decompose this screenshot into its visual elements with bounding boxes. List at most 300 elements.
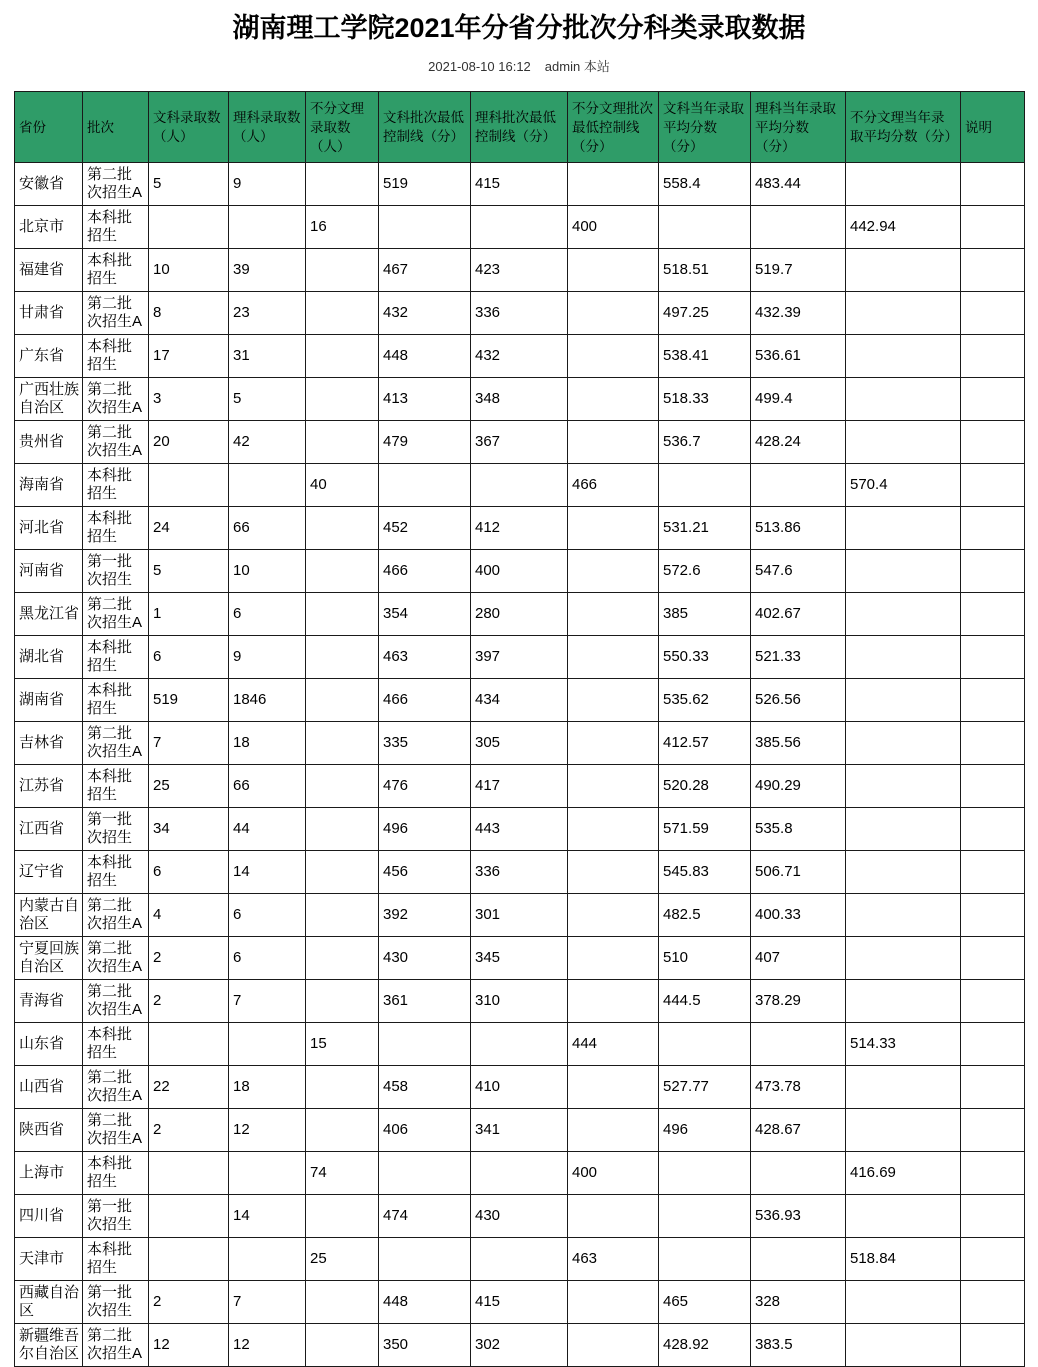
table-row: [15, 249, 1025, 292]
cell-combined-count: [306, 851, 379, 894]
table-row: [15, 1324, 1025, 1367]
cell-liberal-line: [379, 1152, 471, 1195]
cell-science-avg: 547.6: [751, 550, 846, 593]
table-row: [15, 851, 1025, 894]
cell-province: 福建省: [15, 249, 83, 292]
cell-liberal-avg: 571.59: [659, 808, 751, 851]
cell-science-count: [229, 1152, 306, 1195]
table-row: [15, 937, 1025, 980]
cell-liberal-count: 25: [149, 765, 229, 808]
cell-combined-count: [306, 937, 379, 980]
cell-science-count: [229, 464, 306, 507]
cell-combined-line: 400: [568, 206, 659, 249]
cell-combined-line: [568, 1281, 659, 1324]
cell-science-count: 14: [229, 1195, 306, 1238]
cell-combined-count: [306, 894, 379, 937]
cell-science-count: 7: [229, 980, 306, 1023]
cell-batch: 本科批招生: [83, 206, 149, 249]
cell-science-count: 14: [229, 851, 306, 894]
cell-province: 江西省: [15, 808, 83, 851]
cell-batch: 第一批次招生: [83, 1195, 149, 1238]
cell-science-line: 400: [471, 550, 568, 593]
cell-liberal-line: [379, 1023, 471, 1066]
cell-liberal-avg: 428.92: [659, 1324, 751, 1367]
cell-batch: 本科批招生: [83, 1152, 149, 1195]
cell-combined-count: [306, 593, 379, 636]
cell-liberal-line: 466: [379, 679, 471, 722]
cell-batch: 本科批招生: [83, 249, 149, 292]
cell-combined-avg: [846, 421, 961, 464]
cell-science-count: [229, 206, 306, 249]
publish-timestamp: 2021-08-10 16:12: [428, 58, 531, 74]
cell-science-avg: 473.78: [751, 1066, 846, 1109]
cell-science-avg: [751, 1238, 846, 1281]
table-row: [15, 765, 1025, 808]
cell-combined-avg: [846, 1324, 961, 1367]
cell-combined-avg: [846, 1195, 961, 1238]
cell-liberal-avg: 535.62: [659, 679, 751, 722]
cell-science-count: 6: [229, 593, 306, 636]
cell-province: 河南省: [15, 550, 83, 593]
cell-note: [961, 722, 1025, 765]
cell-science-count: 31: [229, 335, 306, 378]
cell-province: 黑龙江省: [15, 593, 83, 636]
cell-science-count: 9: [229, 163, 306, 206]
cell-combined-line: [568, 679, 659, 722]
table-row: [15, 1238, 1025, 1281]
admission-table-container: [14, 91, 1024, 1367]
table-row: [15, 163, 1025, 206]
cell-combined-avg: [846, 163, 961, 206]
table-row: [15, 1066, 1025, 1109]
cell-combined-avg: [846, 550, 961, 593]
cell-batch: 第二批次招生A: [83, 421, 149, 464]
cell-combined-line: [568, 421, 659, 464]
cell-liberal-avg: 520.28: [659, 765, 751, 808]
cell-liberal-line: 452: [379, 507, 471, 550]
cell-province: 安徽省: [15, 163, 83, 206]
cell-science-line: 434: [471, 679, 568, 722]
page-title: 湖南理工学院2021年分省分批次分科类录取数据: [232, 13, 806, 43]
cell-province: 北京市: [15, 206, 83, 249]
cell-note: [961, 1023, 1025, 1066]
cell-note: [961, 851, 1025, 894]
cell-combined-line: [568, 1109, 659, 1152]
cell-liberal-count: [149, 1023, 229, 1066]
cell-combined-line: [568, 894, 659, 937]
cell-combined-line: [568, 292, 659, 335]
cell-liberal-line: 466: [379, 550, 471, 593]
cell-combined-count: [306, 722, 379, 765]
cell-note: [961, 1152, 1025, 1195]
cell-combined-line: [568, 163, 659, 206]
cell-liberal-avg: 518.51: [659, 249, 751, 292]
cell-science-line: [471, 1238, 568, 1281]
cell-combined-avg: [846, 378, 961, 421]
cell-liberal-line: [379, 1238, 471, 1281]
cell-combined-count: 25: [306, 1238, 379, 1281]
cell-note: [961, 636, 1025, 679]
cell-province: 海南省: [15, 464, 83, 507]
cell-liberal-line: 467: [379, 249, 471, 292]
cell-science-count: 1846: [229, 679, 306, 722]
cell-liberal-avg: 385: [659, 593, 751, 636]
cell-batch: 第二批次招生A: [83, 163, 149, 206]
cell-combined-count: 74: [306, 1152, 379, 1195]
cell-combined-line: 400: [568, 1152, 659, 1195]
cell-batch: 第二批次招生A: [83, 937, 149, 980]
cell-liberal-avg: [659, 1023, 751, 1066]
cell-science-line: [471, 1023, 568, 1066]
cell-note: [961, 593, 1025, 636]
cell-liberal-count: 2: [149, 1281, 229, 1324]
cell-science-avg: 506.71: [751, 851, 846, 894]
cell-science-line: 348: [471, 378, 568, 421]
cell-combined-line: [568, 249, 659, 292]
cell-combined-avg: [846, 851, 961, 894]
cell-liberal-avg: 572.6: [659, 550, 751, 593]
cell-combined-count: [306, 636, 379, 679]
cell-science-avg: 428.24: [751, 421, 846, 464]
column-header-liberal-line: 文科批次最低控制线（分）: [379, 92, 471, 163]
cell-batch: 本科批招生: [83, 507, 149, 550]
cell-province: 山东省: [15, 1023, 83, 1066]
cell-science-line: 432: [471, 335, 568, 378]
table-row: [15, 335, 1025, 378]
cell-science-avg: 402.67: [751, 593, 846, 636]
cell-liberal-count: 1: [149, 593, 229, 636]
cell-note: [961, 1238, 1025, 1281]
cell-science-line: 443: [471, 808, 568, 851]
table-row: [15, 1281, 1025, 1324]
cell-combined-line: [568, 1195, 659, 1238]
cell-combined-line: [568, 851, 659, 894]
source-label: 本站: [583, 58, 610, 74]
cell-science-line: 412: [471, 507, 568, 550]
cell-combined-count: 15: [306, 1023, 379, 1066]
table-row: [15, 980, 1025, 1023]
cell-combined-line: [568, 507, 659, 550]
cell-combined-avg: [846, 292, 961, 335]
cell-science-count: 7: [229, 1281, 306, 1324]
table-row: [15, 292, 1025, 335]
table-row: [15, 636, 1025, 679]
column-header-liberal-avg: 文科当年录取平均分数（分）: [659, 92, 751, 163]
table-row: [15, 378, 1025, 421]
cell-province: 广东省: [15, 335, 83, 378]
cell-combined-avg: [846, 679, 961, 722]
cell-science-count: 44: [229, 808, 306, 851]
cell-liberal-count: 5: [149, 550, 229, 593]
cell-note: [961, 421, 1025, 464]
table-row: [15, 593, 1025, 636]
table-row: [15, 1152, 1025, 1195]
column-header-science-avg: 理科当年录取平均分数（分）: [751, 92, 846, 163]
cell-liberal-count: 10: [149, 249, 229, 292]
cell-liberal-count: [149, 464, 229, 507]
cell-liberal-count: 8: [149, 292, 229, 335]
admission-data-table: [14, 91, 1025, 1367]
cell-science-line: 310: [471, 980, 568, 1023]
cell-liberal-count: 20: [149, 421, 229, 464]
cell-liberal-line: 476: [379, 765, 471, 808]
cell-liberal-avg: 444.5: [659, 980, 751, 1023]
cell-liberal-line: 335: [379, 722, 471, 765]
cell-liberal-avg: [659, 1238, 751, 1281]
cell-combined-line: [568, 378, 659, 421]
cell-liberal-line: 458: [379, 1066, 471, 1109]
cell-liberal-avg: 545.83: [659, 851, 751, 894]
cell-science-line: [471, 1152, 568, 1195]
cell-combined-count: [306, 1109, 379, 1152]
cell-liberal-avg: 412.57: [659, 722, 751, 765]
cell-science-avg: 385.56: [751, 722, 846, 765]
cell-province: 宁夏回族自治区: [15, 937, 83, 980]
cell-science-count: 6: [229, 894, 306, 937]
table-header-row: [15, 92, 1025, 163]
cell-science-line: 302: [471, 1324, 568, 1367]
cell-province: 西藏自治区: [15, 1281, 83, 1324]
cell-science-avg: 432.39: [751, 292, 846, 335]
cell-science-line: 415: [471, 1281, 568, 1324]
cell-liberal-line: 479: [379, 421, 471, 464]
cell-combined-count: [306, 1281, 379, 1324]
cell-liberal-line: 448: [379, 335, 471, 378]
cell-combined-line: 466: [568, 464, 659, 507]
cell-liberal-count: [149, 1152, 229, 1195]
cell-combined-count: [306, 1195, 379, 1238]
cell-combined-avg: [846, 335, 961, 378]
cell-province: 甘肃省: [15, 292, 83, 335]
cell-note: [961, 378, 1025, 421]
cell-science-line: 336: [471, 292, 568, 335]
cell-province: 青海省: [15, 980, 83, 1023]
cell-combined-count: [306, 163, 379, 206]
cell-combined-avg: [846, 1281, 961, 1324]
table-row: [15, 206, 1025, 249]
cell-combined-line: 463: [568, 1238, 659, 1281]
cell-science-line: 415: [471, 163, 568, 206]
cell-note: [961, 937, 1025, 980]
cell-liberal-line: [379, 206, 471, 249]
table-row: [15, 722, 1025, 765]
cell-province: 四川省: [15, 1195, 83, 1238]
cell-liberal-line: 430: [379, 937, 471, 980]
cell-science-avg: 407: [751, 937, 846, 980]
cell-batch: 第二批次招生A: [83, 1109, 149, 1152]
cell-combined-count: [306, 980, 379, 1023]
table-row: [15, 421, 1025, 464]
cell-batch: 本科批招生: [83, 335, 149, 378]
cell-note: [961, 1195, 1025, 1238]
cell-note: [961, 163, 1025, 206]
cell-note: [961, 335, 1025, 378]
cell-note: [961, 1109, 1025, 1152]
cell-liberal-count: [149, 206, 229, 249]
cell-province: 新疆维吾尔自治区: [15, 1324, 83, 1367]
cell-science-line: 397: [471, 636, 568, 679]
column-header-combined-count: 不分文理录取数（人）: [306, 92, 379, 163]
cell-combined-avg: [846, 1066, 961, 1109]
cell-science-avg: 513.86: [751, 507, 846, 550]
cell-science-avg: [751, 464, 846, 507]
table-row: [15, 1195, 1025, 1238]
cell-province: 辽宁省: [15, 851, 83, 894]
column-header-science-line: 理科批次最低控制线（分）: [471, 92, 568, 163]
cell-liberal-line: 456: [379, 851, 471, 894]
cell-liberal-avg: [659, 206, 751, 249]
column-header-province: 省份: [15, 92, 83, 163]
cell-liberal-line: 448: [379, 1281, 471, 1324]
cell-batch: 本科批招生: [83, 765, 149, 808]
cell-science-avg: 526.56: [751, 679, 846, 722]
cell-province: 陕西省: [15, 1109, 83, 1152]
cell-combined-avg: 570.4: [846, 464, 961, 507]
cell-liberal-count: 6: [149, 636, 229, 679]
cell-liberal-line: 406: [379, 1109, 471, 1152]
cell-science-line: 305: [471, 722, 568, 765]
cell-combined-count: [306, 249, 379, 292]
cell-combined-count: [306, 507, 379, 550]
cell-note: [961, 464, 1025, 507]
cell-combined-avg: 442.94: [846, 206, 961, 249]
cell-combined-avg: 514.33: [846, 1023, 961, 1066]
cell-liberal-count: [149, 1238, 229, 1281]
cell-science-count: 18: [229, 722, 306, 765]
cell-science-line: 430: [471, 1195, 568, 1238]
cell-liberal-line: 392: [379, 894, 471, 937]
table-body: [15, 163, 1025, 1367]
table-row: [15, 1109, 1025, 1152]
table-header: [15, 92, 1025, 163]
cell-province: 天津市: [15, 1238, 83, 1281]
cell-combined-avg: [846, 1109, 961, 1152]
cell-batch: 本科批招生: [83, 851, 149, 894]
cell-batch: 第二批次招生A: [83, 722, 149, 765]
cell-province: 吉林省: [15, 722, 83, 765]
cell-combined-avg: 416.69: [846, 1152, 961, 1195]
cell-science-count: 18: [229, 1066, 306, 1109]
cell-science-count: 66: [229, 765, 306, 808]
cell-science-avg: [751, 1152, 846, 1195]
cell-science-line: 417: [471, 765, 568, 808]
column-header-combined-line: 不分文理批次最低控制线（分）: [568, 92, 659, 163]
cell-liberal-count: 6: [149, 851, 229, 894]
column-header-batch: 批次: [83, 92, 149, 163]
cell-liberal-avg: [659, 464, 751, 507]
cell-combined-count: [306, 1066, 379, 1109]
cell-liberal-count: 3: [149, 378, 229, 421]
cell-liberal-line: [379, 464, 471, 507]
cell-science-avg: 490.29: [751, 765, 846, 808]
cell-liberal-avg: 538.41: [659, 335, 751, 378]
cell-combined-avg: [846, 636, 961, 679]
cell-liberal-count: [149, 1195, 229, 1238]
cell-science-line: [471, 206, 568, 249]
cell-combined-line: [568, 1324, 659, 1367]
cell-science-line: 345: [471, 937, 568, 980]
cell-science-count: 39: [229, 249, 306, 292]
cell-science-line: 280: [471, 593, 568, 636]
cell-science-count: 12: [229, 1109, 306, 1152]
cell-combined-avg: [846, 249, 961, 292]
cell-liberal-count: 2: [149, 980, 229, 1023]
cell-combined-line: [568, 636, 659, 679]
cell-combined-avg: [846, 507, 961, 550]
cell-province: 湖南省: [15, 679, 83, 722]
cell-batch: 本科批招生: [83, 1238, 149, 1281]
cell-liberal-count: 5: [149, 163, 229, 206]
cell-liberal-avg: [659, 1152, 751, 1195]
cell-batch: 本科批招生: [83, 636, 149, 679]
cell-liberal-line: 432: [379, 292, 471, 335]
cell-batch: 第一批次招生: [83, 550, 149, 593]
cell-combined-line: [568, 937, 659, 980]
cell-liberal-avg: 497.25: [659, 292, 751, 335]
cell-liberal-line: 413: [379, 378, 471, 421]
cell-science-avg: 483.44: [751, 163, 846, 206]
cell-batch: 第二批次招生A: [83, 894, 149, 937]
cell-combined-count: [306, 1324, 379, 1367]
cell-liberal-count: 12: [149, 1324, 229, 1367]
cell-liberal-line: 519: [379, 163, 471, 206]
cell-combined-line: [568, 980, 659, 1023]
cell-note: [961, 292, 1025, 335]
cell-science-count: 10: [229, 550, 306, 593]
cell-liberal-count: 17: [149, 335, 229, 378]
cell-science-line: 341: [471, 1109, 568, 1152]
cell-combined-line: [568, 808, 659, 851]
cell-batch: 第二批次招生A: [83, 1066, 149, 1109]
cell-note: [961, 679, 1025, 722]
cell-note: [961, 1066, 1025, 1109]
column-header-note: 说明: [961, 92, 1025, 163]
cell-note: [961, 765, 1025, 808]
cell-note: [961, 1324, 1025, 1367]
cell-combined-avg: [846, 593, 961, 636]
cell-combined-avg: [846, 765, 961, 808]
column-header-combined-avg: 不分文理当年录取平均分数（分）: [846, 92, 961, 163]
cell-batch: 第二批次招生A: [83, 593, 149, 636]
cell-province: 贵州省: [15, 421, 83, 464]
cell-liberal-count: 519: [149, 679, 229, 722]
cell-combined-line: [568, 335, 659, 378]
cell-science-count: 5: [229, 378, 306, 421]
cell-science-line: 423: [471, 249, 568, 292]
cell-batch: 第二批次招生A: [83, 292, 149, 335]
cell-liberal-avg: 558.4: [659, 163, 751, 206]
cell-note: [961, 808, 1025, 851]
table-row: [15, 894, 1025, 937]
cell-combined-count: 16: [306, 206, 379, 249]
cell-combined-avg: [846, 894, 961, 937]
cell-batch: 第二批次招生A: [83, 1324, 149, 1367]
cell-combined-avg: [846, 722, 961, 765]
cell-science-avg: 400.33: [751, 894, 846, 937]
cell-liberal-count: 24: [149, 507, 229, 550]
cell-liberal-line: 463: [379, 636, 471, 679]
cell-liberal-avg: 527.77: [659, 1066, 751, 1109]
cell-batch: 本科批招生: [83, 464, 149, 507]
cell-province: 山西省: [15, 1066, 83, 1109]
cell-science-avg: [751, 1023, 846, 1066]
cell-combined-line: [568, 550, 659, 593]
cell-combined-count: [306, 808, 379, 851]
cell-note: [961, 550, 1025, 593]
cell-liberal-avg: [659, 1195, 751, 1238]
cell-liberal-line: 361: [379, 980, 471, 1023]
author-name: admin: [544, 58, 581, 74]
